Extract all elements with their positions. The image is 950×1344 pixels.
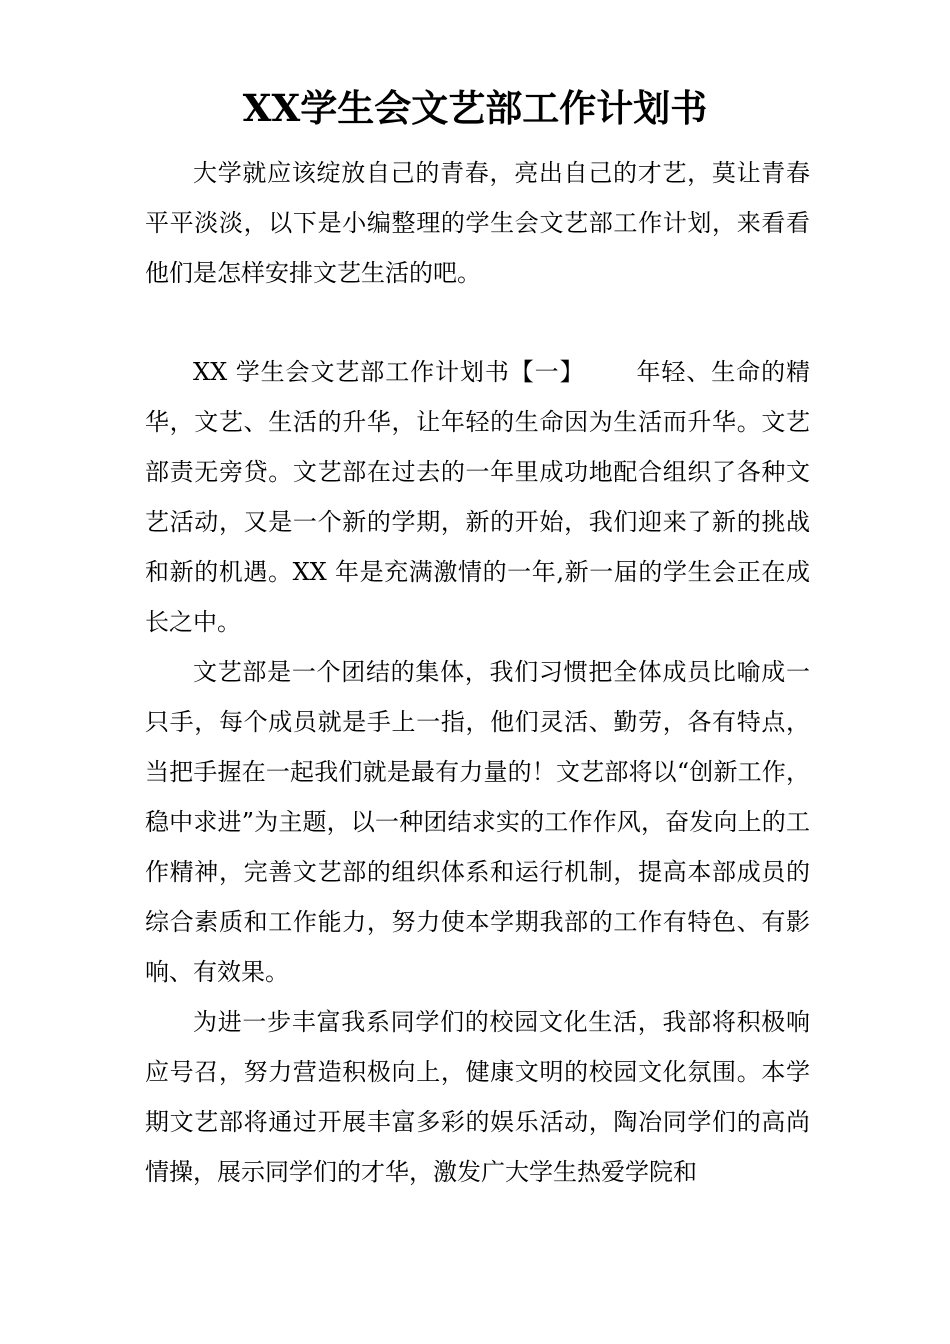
document-title: XX学生会文艺部工作计划书 [242,86,708,130]
document-body [145,148,810,1197]
section-one-paragraph [145,347,810,647]
paragraph-spacer [145,298,810,347]
intro-paragraph: 大学就应该绽放自己的青春，亮出自己的才艺，莫让青春平平淡淡，以下是小编整理的学生会文艺部工作计划，来看看他们是怎样安排文艺生活的吧。 [145,159,810,287]
body-paragraph: 为进一步丰富我系同学们的校园文化生活，我部将积极响应号召，努力营造积极向上，健康文明的校园文化氛围。本学期文艺部将通过开展丰富多彩的娱乐活动，陶冶同学们的高尚情操，展示同学们的才华，激发广大学生热爱学院和 [145,1008,810,1186]
body-paragraph: 文艺部是一个团结的集体，我们习惯把全体成员比喻成一只手，每个成员就是手上一指，他们灵活、勤劳，各有特点，当把手握在一起我们就是最有力量的！文艺部将以“创新工作，稳中求进”为主题，以一种团结求实的工作作风，奋发向上的工作精神，完善文艺部的组织体系和运行机制，提高本部成员的综合素质和工作能力，努力使本学期我部的工作有特色、有影响、有效果。 [145,658,810,986]
section-one-text: 年轻、生命的精华，文艺、生活的升华，让年轻的生命因为生活而升华。文艺部责无旁贷。文艺部在过去的一年里成功地配合组织了各种文艺活动，又是一个新的学期，新的开始，我们迎来了新的挑战和新的机遇。XX 年是充满激情的一年,新一届的学生会正在成长之中。 [145,358,810,636]
section-heading: XX 学生会文艺部工作计划书【一】 [193,358,585,386]
